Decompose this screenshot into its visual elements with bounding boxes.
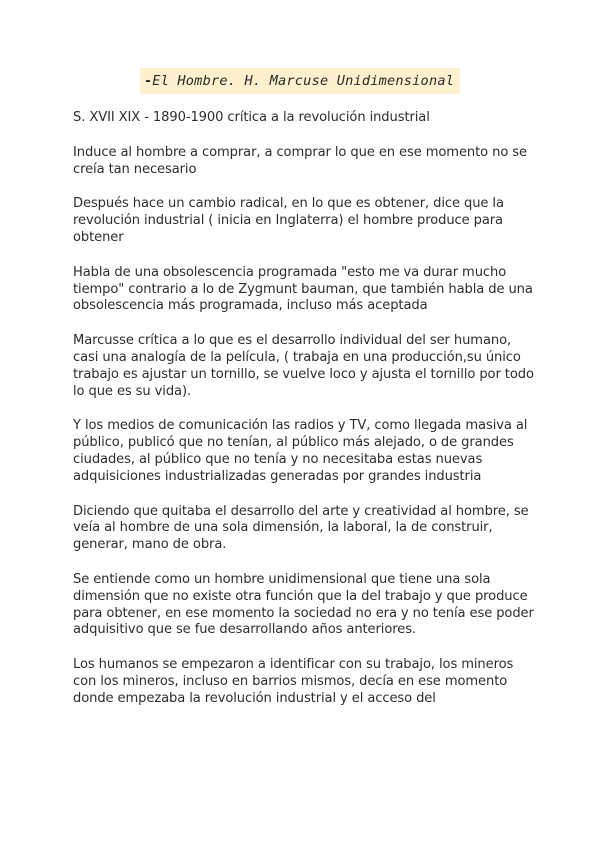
title-text: El Hombre. H. Marcuse Unidimensional <box>152 73 455 89</box>
paragraph-3: Después hace un cambio radical, en lo que es obtener, dice que la revolución industrial ( inicia en Inglaterra) el hombre produce para obtener <box>73 196 504 245</box>
paragraph-4: Habla de una obsolescencia programada "esto me va durar mucho tiempo" contrario a lo de Zygmunt bauman, que también habla de una obsolescencia más programada, incluso más aceptada <box>73 264 533 314</box>
paragraph-7: Diciendo que quitaba el desarrollo del arte y creatividad al hombre, se veía al hombre de una sola dimensión, la laboral, la de construir, generar, mano de obra. <box>73 503 529 553</box>
paragraph-2: Induce al hombre a comprar, a comprar lo que en ese momento no se creía tan necesario <box>73 144 527 177</box>
paragraph-8: Se entiende como un hombre unidimensional que tiene una sola dimensión que no existe otra función que la del trabajo y que produce para obtener, en ese momento la sociedad no era y no tenía ese poder adquisitivo que se fue desarrollando años anteriores. <box>73 571 534 638</box>
title-container <box>0 68 600 94</box>
document-body <box>73 110 535 726</box>
paragraph-1: S. XVII XIX - 1890-1900 crítica a la revolución industrial <box>73 110 430 125</box>
paragraph-9: Los humanos se empezaron a identificar con su trabajo, los mineros con los mineros, incluso en barrios mismos, decía en ese momento donde empezaba la revolución industrial y el acceso del <box>73 657 514 706</box>
paragraph-6: Y los medios de comunicación las radios y TV, como llegada masiva al público, publicó que no tenían, al público más alejado, o de grandes ciudades, al público que no tenía y no necesitaba estas nuevas adquisiciones industrializadas generadas por grandes industria <box>73 418 528 484</box>
document-title <box>140 68 460 94</box>
paragraph-5: Marcusse crítica a lo que es el desarrollo individual del ser humano, casi una analogía de la película, ( trabaja en una producción,su único trabajo es ajustar un tornillo, se vuelve loco y ajusta el tornillo por todo lo que es su vida). <box>73 333 534 399</box>
title-dash: - <box>143 73 153 89</box>
